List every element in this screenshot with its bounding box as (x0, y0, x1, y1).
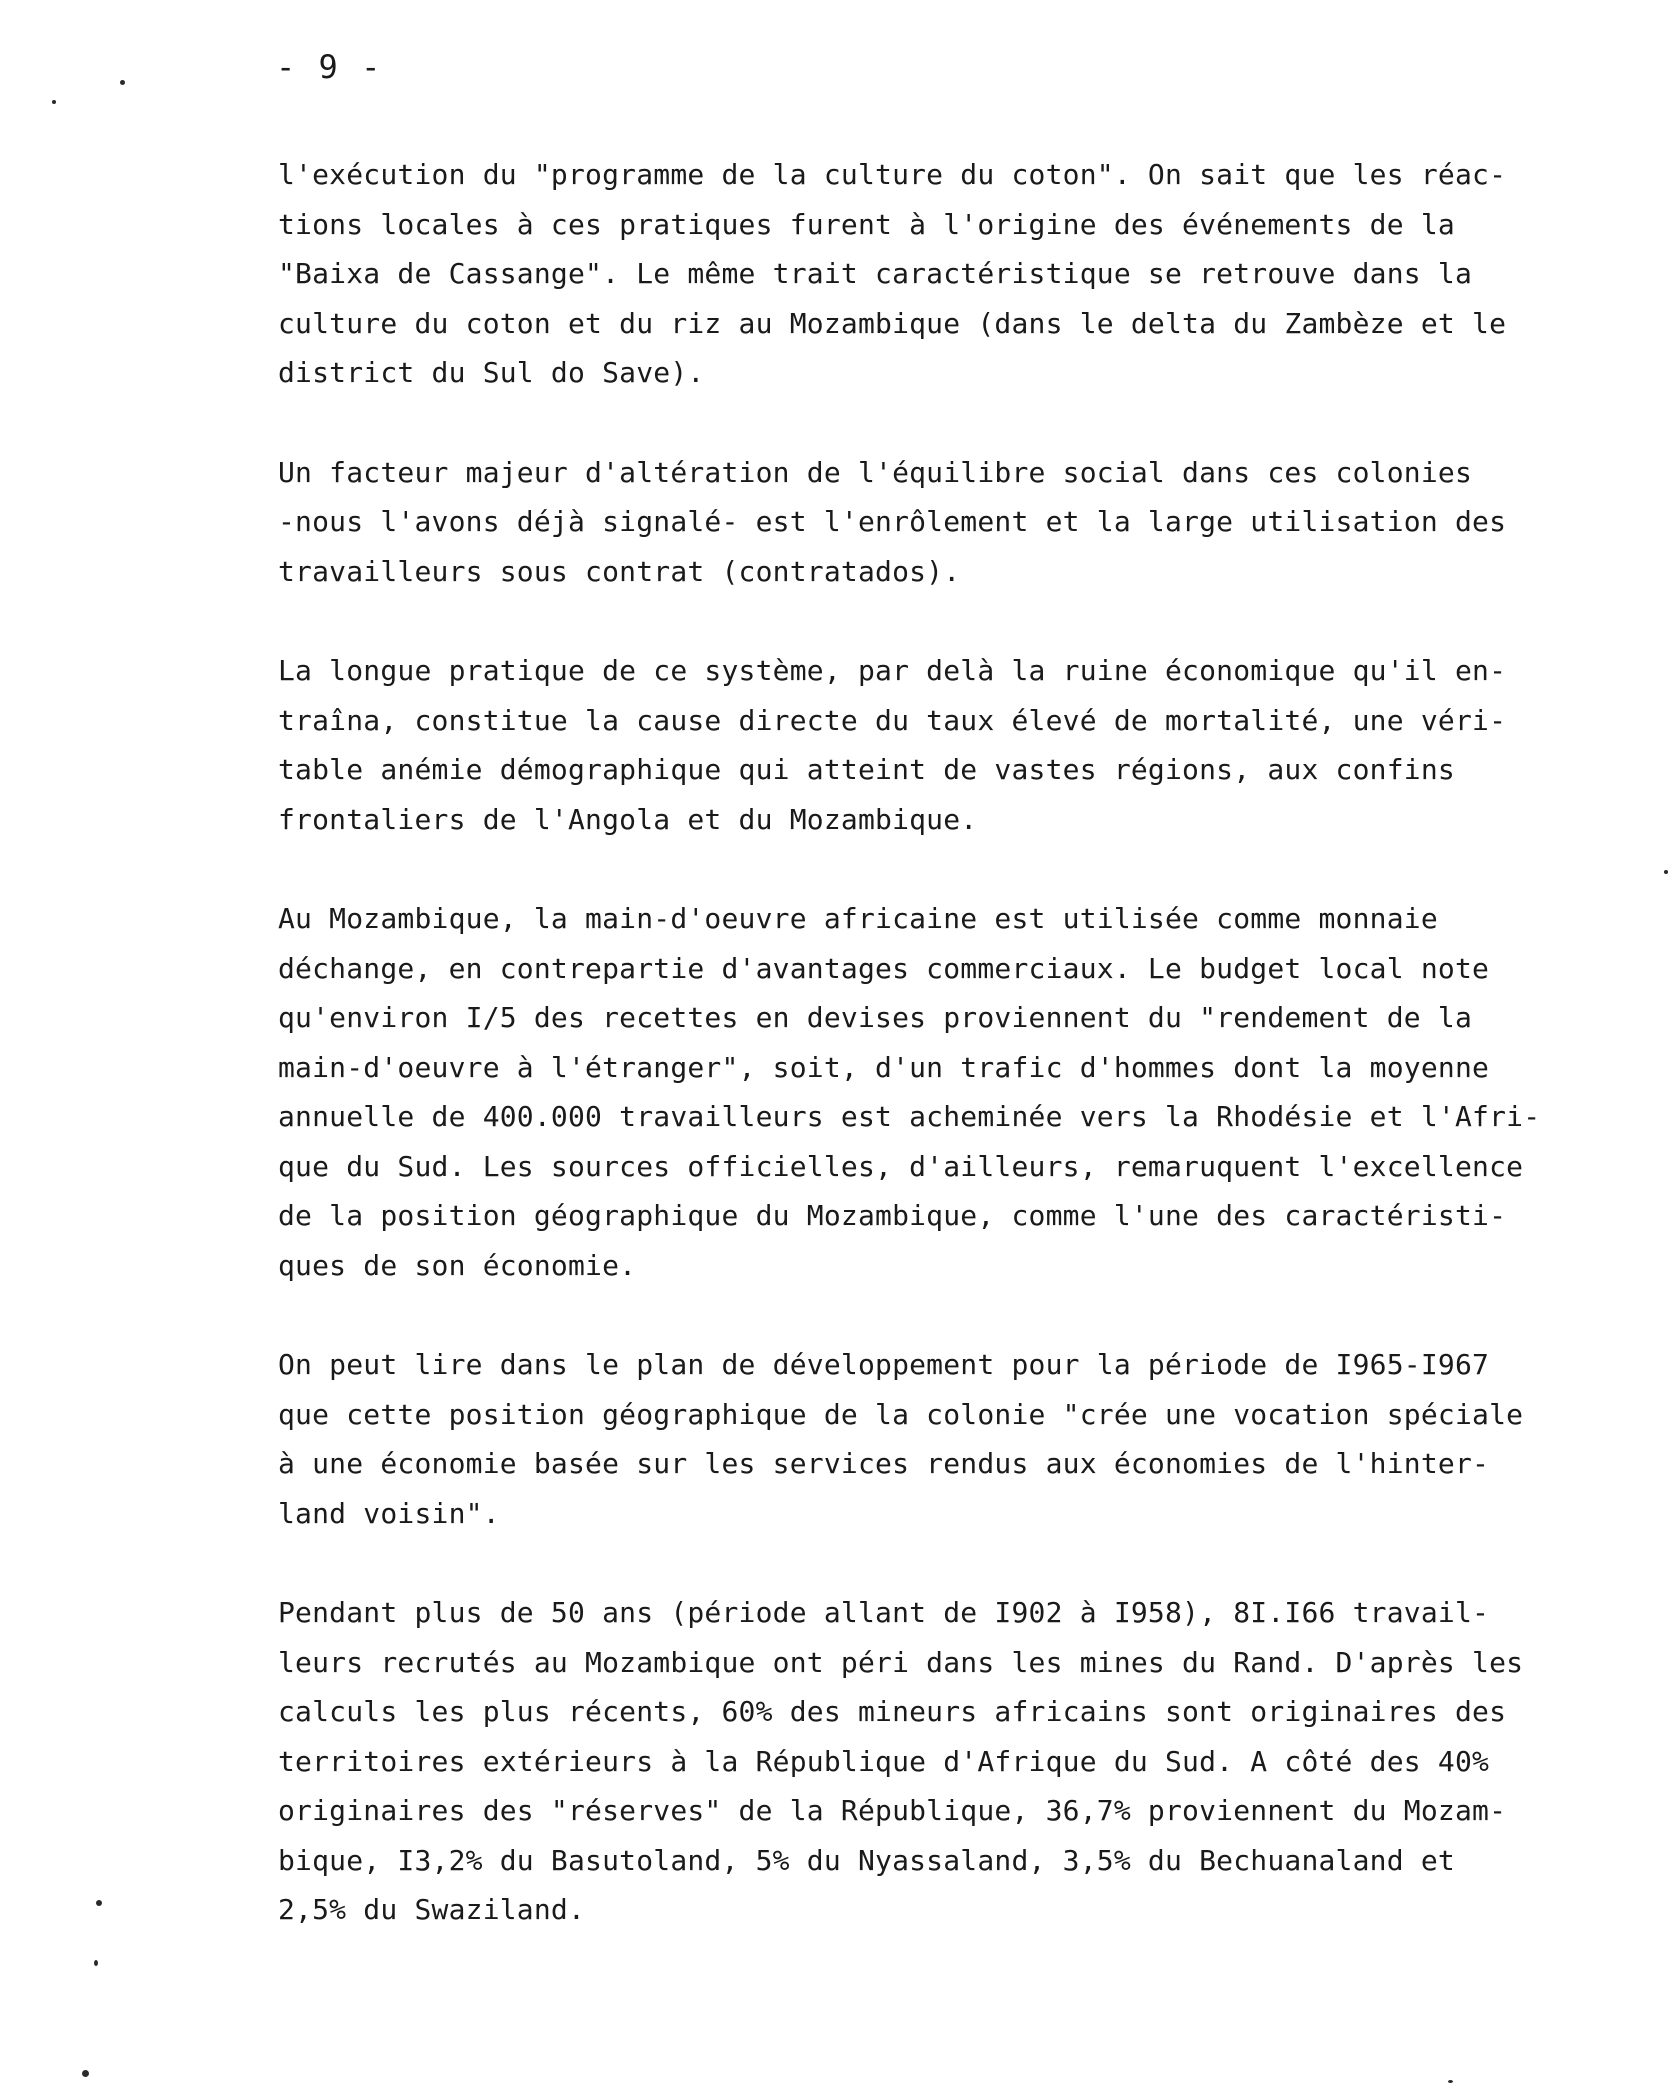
text-line: ques de son économie. (278, 1248, 637, 1282)
scan-speck (94, 1960, 98, 1966)
text-line: de la position géographique du Mozambique, comme l'une des caractéristi- (278, 1199, 1507, 1232)
text-line: calculs les plus récents, 60% des mineurs africains sont originaires des (278, 1695, 1507, 1728)
scan-speck (1448, 2080, 1453, 2083)
scan-speck (96, 1900, 102, 1906)
text-line: tions locales à ces pratiques furent à l'origine des événements de la (278, 207, 1455, 241)
paragraph (278, 1340, 1638, 1538)
paragraph (278, 150, 1638, 398)
text-line: annuelle de 400.000 travailleurs est acheminée vers la Rhodésie et l'Afri- (278, 1100, 1541, 1133)
text-line: déchange, en contrepartie d'avantages commerciaux. Le budget local note (278, 951, 1490, 985)
paragraph (278, 1588, 1638, 1935)
text-line: main-d'oeuvre à l'étranger", soit, d'un trafic d'hommes dont la moyenne (278, 1050, 1490, 1084)
text-line: que du Sud. Les sources officielles, d'ailleurs, remaruquent l'excellence (278, 1149, 1524, 1183)
text-line: qu'environ I/5 des recettes en devises proviennent du "rendement de la (278, 1001, 1473, 1034)
text-line: frontaliers de l'Angola et du Mozambique. (278, 802, 978, 836)
scan-speck (82, 2070, 89, 2077)
text-line: culture du coton et du riz au Mozambique (dans le delta du Zambèze et le (278, 306, 1507, 340)
text-line: à une économie basée sur les services rendus aux économies de l'hinter- (278, 1447, 1490, 1480)
paragraph (278, 646, 1638, 844)
text-line: Un facteur majeur d'altération de l'équilibre social dans ces colonies (278, 455, 1473, 489)
text-line: -nous l'avons déjà signalé- est l'enrôlement et la large utilisation des (278, 505, 1507, 538)
text-line: travailleurs sous contrat (contratados). (278, 554, 961, 588)
paragraph (278, 894, 1638, 1290)
text-line: "Baixa de Cassange". Le même trait caractéristique se retrouve dans la (278, 257, 1473, 290)
text-line: On peut lire dans le plan de développement pour la période de I965-I967 (278, 1348, 1490, 1381)
text-line: l'exécution du "programme de la culture du coton". On sait que les réac- (278, 158, 1507, 191)
text-line: leurs recrutés au Mozambique ont péri dans les mines du Rand. D'après les (278, 1645, 1524, 1679)
scan-speck (52, 100, 56, 104)
text-line: traîna, constitue la cause directe du taux élevé de mortalité, une véri- (278, 703, 1507, 737)
text-line: Au Mozambique, la main-d'oeuvre africaine est utilisée comme monnaie (278, 902, 1438, 935)
text-line: que cette position géographique de la colonie "crée une vocation spéciale (278, 1397, 1524, 1431)
text-line: district du Sul do Save). (278, 356, 705, 389)
text-line: Pendant plus de 50 ans (période allant de I902 à I958), 8I.I66 travail- (278, 1596, 1490, 1629)
scan-speck (120, 80, 125, 85)
paragraph (278, 448, 1638, 597)
page-number: - 9 - (276, 48, 383, 86)
text-line: La longue pratique de ce système, par delà la ruine économique qu'il en- (278, 654, 1507, 687)
scan-speck (1664, 870, 1668, 874)
text-line: table anémie démographique qui atteint de vastes régions, aux confins (278, 753, 1455, 786)
text-line: territoires extérieurs à la République d'Afrique du Sud. A côté des 40% (278, 1744, 1490, 1778)
document-body (278, 150, 1638, 1985)
text-line: bique, I3,2% du Basutoland, 5% du Nyassaland, 3,5% du Bechuanaland et (278, 1843, 1455, 1877)
text-line: land voisin". (278, 1496, 500, 1530)
text-line: originaires des "réserves" de la République, 36,7% proviennent du Mozam- (278, 1794, 1507, 1827)
text-line: 2,5% du Swaziland. (278, 1893, 586, 1926)
